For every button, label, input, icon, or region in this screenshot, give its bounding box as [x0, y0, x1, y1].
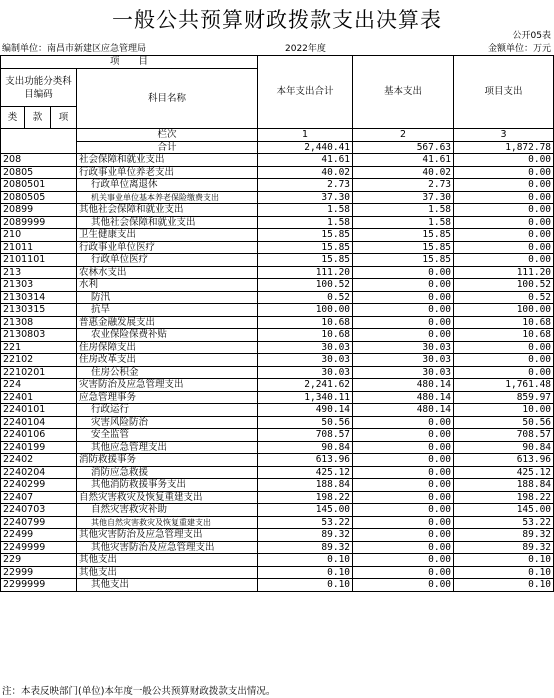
cell-basic: 0.00: [353, 541, 454, 554]
cell-total: 1.58: [258, 216, 353, 229]
subject-code: 21011: [1, 241, 77, 254]
cell-basic: 480.14: [353, 379, 454, 392]
subject-code: 22401: [1, 391, 77, 404]
table-row: [1, 391, 554, 404]
money-unit: 金额单位：万元: [487, 44, 551, 54]
cell-total: 30.03: [258, 341, 353, 354]
subject-name: 行政单位离退休: [77, 179, 258, 192]
cell-basic: 41.61: [353, 154, 454, 167]
cell-project: 0.10: [454, 579, 554, 592]
subject-code: 224: [1, 379, 77, 392]
subject-name: 机关事业单位基本养老保险缴费支出: [77, 191, 258, 204]
cell-basic: 0.00: [353, 516, 454, 529]
subject-name: 其他支出: [77, 566, 258, 579]
subject-name: 灾害风险防治: [77, 416, 258, 429]
cell-project: 100.52: [454, 279, 554, 292]
cell-total: 2.73: [258, 179, 353, 192]
subject-name: 社会保障和就业支出: [77, 154, 258, 167]
cell-project: 89.32: [454, 541, 554, 554]
subject-code: 2210201: [1, 366, 77, 379]
cell-project: 90.84: [454, 441, 554, 454]
cell-project: 100.00: [454, 304, 554, 317]
cell-project: 0.00: [454, 229, 554, 242]
table-row: [1, 529, 554, 542]
subject-code: 2240703: [1, 504, 77, 517]
table-row: [1, 204, 554, 217]
cell-total: 613.96: [258, 454, 353, 467]
cell-total: 2,241.62: [258, 379, 353, 392]
cell-basic: 0.00: [353, 429, 454, 442]
subject-code: 210: [1, 229, 77, 242]
subject-code: 22499: [1, 529, 77, 542]
cell-total: 15.85: [258, 229, 353, 242]
cell-basic: 480.14: [353, 391, 454, 404]
subject-name: 其他支出: [77, 554, 258, 567]
subject-name: 其他支出: [77, 579, 258, 592]
table-row: [1, 541, 554, 554]
reporting-unit: 编制单位：南昌市新建区应急管理局: [2, 44, 147, 54]
subject-code: 22102: [1, 354, 77, 367]
cell-basic: 0.00: [353, 266, 454, 279]
table-row: [1, 479, 554, 492]
cell-project: 613.96: [454, 454, 554, 467]
cell-total: 188.84: [258, 479, 353, 492]
subject-name: 住房改革支出: [77, 354, 258, 367]
subject-code: 22402: [1, 454, 77, 467]
subject-name: 住房保障支出: [77, 341, 258, 354]
subject-code: 2130803: [1, 329, 77, 342]
subject-name: 其他社会保障和就业支出: [77, 216, 258, 229]
cell-basic: 1.58: [353, 204, 454, 217]
cell-total: 10.68: [258, 329, 353, 342]
subject-name: 其他应急管理支出: [77, 441, 258, 454]
subject-name: 防汛: [77, 291, 258, 304]
cell-total: 37.30: [258, 191, 353, 204]
col-index-2: 2: [353, 129, 454, 142]
cell-total: 89.32: [258, 529, 353, 542]
cell-basic: 0.00: [353, 504, 454, 517]
subject-name: 行政事业单位医疗: [77, 241, 258, 254]
header-func-code: 支出功能分类科目编码: [1, 69, 77, 107]
table-row: [1, 366, 554, 379]
cell-basic: 480.14: [353, 404, 454, 417]
cell-total: 0.10: [258, 579, 353, 592]
subject-name: 自然灾害救灾及恢复重建支出: [77, 491, 258, 504]
table-row: [1, 554, 554, 567]
table-row: [1, 466, 554, 479]
subject-code: 22407: [1, 491, 77, 504]
cell-total: 90.84: [258, 441, 353, 454]
cell-project: 89.32: [454, 529, 554, 542]
cell-total: 41.61: [258, 154, 353, 167]
subject-name: 安全监管: [77, 429, 258, 442]
cell-total: 145.00: [258, 504, 353, 517]
cell-total: 30.03: [258, 354, 353, 367]
subject-name: 消防应急救援: [77, 466, 258, 479]
table-row: [1, 279, 554, 292]
table-row: [1, 329, 554, 342]
cell-basic: 0.00: [353, 454, 454, 467]
footnote: 注：本表反映部门(单位)本年度一般公共预算财政拨款支出情况。: [2, 686, 276, 697]
cell-basic: 30.03: [353, 341, 454, 354]
cell-basic: 1.58: [353, 216, 454, 229]
cell-project: 0.00: [454, 216, 554, 229]
lanci-label: 栏次: [77, 129, 258, 142]
cell-total: 89.32: [258, 541, 353, 554]
table-row: [1, 304, 554, 317]
cell-total: 30.03: [258, 366, 353, 379]
cell-basic: 15.85: [353, 254, 454, 267]
subject-name: 其他社会保障和就业支出: [77, 204, 258, 217]
cell-project: 10.68: [454, 329, 554, 342]
cell-project: 10.00: [454, 404, 554, 417]
table-row: [1, 429, 554, 442]
cell-project: 0.10: [454, 554, 554, 567]
cell-project: 0.00: [454, 341, 554, 354]
cell-total: 1.58: [258, 204, 353, 217]
form-code: 公开05表: [512, 31, 551, 41]
cell-basic: 0.00: [353, 466, 454, 479]
expenditure-table: [0, 55, 554, 592]
subject-code: 213: [1, 266, 77, 279]
table-row: [1, 491, 554, 504]
table-row: [1, 241, 554, 254]
header-project: 项 目: [1, 56, 258, 69]
subject-code: 2240799: [1, 516, 77, 529]
cell-basic: 40.02: [353, 166, 454, 179]
subject-code: 2249999: [1, 541, 77, 554]
table-row: [1, 316, 554, 329]
subject-name: 灾害防治及应急管理支出: [77, 379, 258, 392]
subject-code: 22999: [1, 566, 77, 579]
table-row: [1, 291, 554, 304]
page-title: 一般公共预算财政拨款支出决算表: [112, 8, 442, 32]
cell-total: 490.14: [258, 404, 353, 417]
subject-name: 水利: [77, 279, 258, 292]
cell-project: 859.97: [454, 391, 554, 404]
cell-total: 10.68: [258, 316, 353, 329]
table-row: [1, 441, 554, 454]
header-subject-name: 科目名称: [77, 69, 258, 129]
subject-name: 其他灾害防治及应急管理支出: [77, 529, 258, 542]
subject-code: 20805: [1, 166, 77, 179]
subject-code: 2240101: [1, 404, 77, 417]
cell-basic: 15.85: [353, 229, 454, 242]
subject-code: 2080505: [1, 191, 77, 204]
subject-code: 2089999: [1, 216, 77, 229]
cell-project: 111.20: [454, 266, 554, 279]
table-row: [1, 516, 554, 529]
subject-name: 消防救援事务: [77, 454, 258, 467]
cell-project: 425.12: [454, 466, 554, 479]
cell-project: 1,761.48: [454, 379, 554, 392]
table-row: [1, 166, 554, 179]
cell-basic: 0.00: [353, 441, 454, 454]
subject-code: 208: [1, 154, 77, 167]
subject-name: 抗旱: [77, 304, 258, 317]
cell-total: 40.02: [258, 166, 353, 179]
cell-basic: 37.30: [353, 191, 454, 204]
cell-total: 100.00: [258, 304, 353, 317]
table-row: [1, 179, 554, 192]
subject-code: 2240299: [1, 479, 77, 492]
total-project: 1,872.78: [454, 141, 554, 154]
cell-project: 0.52: [454, 291, 554, 304]
subject-code: 221: [1, 341, 77, 354]
subject-name: 行政事业单位养老支出: [77, 166, 258, 179]
cell-project: 188.84: [454, 479, 554, 492]
cell-total: 53.22: [258, 516, 353, 529]
cell-basic: 0.00: [353, 479, 454, 492]
cell-basic: 0.00: [353, 491, 454, 504]
table-row: [1, 416, 554, 429]
cell-project: 0.00: [454, 166, 554, 179]
cell-basic: 2.73: [353, 179, 454, 192]
table-row: [1, 216, 554, 229]
cell-basic: 0.00: [353, 579, 454, 592]
header-xiang: 项: [51, 107, 77, 129]
subject-name: 其他消防救援事务支出: [77, 479, 258, 492]
cell-total: 708.57: [258, 429, 353, 442]
cell-basic: 0.00: [353, 416, 454, 429]
table-row: [1, 454, 554, 467]
subject-code: 229: [1, 554, 77, 567]
col-index-1: 1: [258, 129, 353, 142]
cell-basic: 30.03: [353, 354, 454, 367]
table-row: [1, 379, 554, 392]
cell-total: 1,340.11: [258, 391, 353, 404]
header-project-exp: 项目支出: [454, 56, 554, 129]
subject-code: 2240106: [1, 429, 77, 442]
cell-total: 15.85: [258, 254, 353, 267]
cell-total: 100.52: [258, 279, 353, 292]
cell-basic: 0.00: [353, 529, 454, 542]
table-row: [1, 404, 554, 417]
subject-name: 行政运行: [77, 404, 258, 417]
table-row: [1, 566, 554, 579]
table-row: [1, 191, 554, 204]
total-label: 合计: [77, 141, 258, 154]
cell-project: 0.00: [454, 241, 554, 254]
cell-total: 425.12: [258, 466, 353, 479]
subject-code: 2101101: [1, 254, 77, 267]
cell-project: 50.56: [454, 416, 554, 429]
subject-code: 2240199: [1, 441, 77, 454]
cell-total: 50.56: [258, 416, 353, 429]
cell-total: 0.10: [258, 554, 353, 567]
cell-project: 0.00: [454, 354, 554, 367]
cell-project: 145.00: [454, 504, 554, 517]
table-row: [1, 154, 554, 167]
table-row: [1, 266, 554, 279]
cell-basic: 0.00: [353, 316, 454, 329]
cell-project: 708.57: [454, 429, 554, 442]
cell-project: 0.00: [454, 154, 554, 167]
table-row: [1, 254, 554, 267]
cell-basic: 0.00: [353, 279, 454, 292]
cell-project: 0.10: [454, 566, 554, 579]
table-row: [1, 504, 554, 517]
subject-name: 住房公积金: [77, 366, 258, 379]
header-lei: 类: [1, 107, 25, 129]
subject-name: 其他灾害防治及应急管理支出: [77, 541, 258, 554]
header-total: 本年支出合计: [258, 56, 353, 129]
cell-total: 0.52: [258, 291, 353, 304]
subject-name: 其他自然灾害救灾及恢复重建支出: [77, 516, 258, 529]
subject-code: 20899: [1, 204, 77, 217]
subject-name: 农林水支出: [77, 266, 258, 279]
subject-name: 普惠金融发展支出: [77, 316, 258, 329]
cell-basic: 30.03: [353, 366, 454, 379]
header-basic: 基本支出: [353, 56, 454, 129]
subject-code: 2130315: [1, 304, 77, 317]
cell-basic: 0.00: [353, 304, 454, 317]
cell-project: 198.22: [454, 491, 554, 504]
cell-project: 0.00: [454, 191, 554, 204]
cell-total: 198.22: [258, 491, 353, 504]
cell-project: 53.22: [454, 516, 554, 529]
table-row: [1, 341, 554, 354]
subject-code: 21308: [1, 316, 77, 329]
cell-project: 0.00: [454, 204, 554, 217]
fiscal-year: 2022年度: [285, 44, 326, 54]
subject-code: 2130314: [1, 291, 77, 304]
col-index-3: 3: [454, 129, 554, 142]
cell-project: 0.00: [454, 366, 554, 379]
cell-basic: 0.00: [353, 554, 454, 567]
table-row: [1, 579, 554, 592]
cell-basic: 0.00: [353, 329, 454, 342]
cell-basic: 0.00: [353, 566, 454, 579]
cell-project: 0.00: [454, 179, 554, 192]
subject-name: 卫生健康支出: [77, 229, 258, 242]
subject-code: 2299999: [1, 579, 77, 592]
table-row: [1, 354, 554, 367]
cell-basic: 0.00: [353, 291, 454, 304]
subject-code: 2080501: [1, 179, 77, 192]
subject-code: 21303: [1, 279, 77, 292]
table-row: [1, 229, 554, 242]
cell-project: 0.00: [454, 254, 554, 267]
cell-total: 15.85: [258, 241, 353, 254]
total-sum: 2,440.41: [258, 141, 353, 154]
subject-name: 行政单位医疗: [77, 254, 258, 267]
subject-name: 农业保险保费补贴: [77, 329, 258, 342]
cell-total: 111.20: [258, 266, 353, 279]
subject-name: 自然灾害救灾补助: [77, 504, 258, 517]
blank-cell: [1, 129, 77, 154]
cell-basic: 15.85: [353, 241, 454, 254]
total-basic: 567.63: [353, 141, 454, 154]
subject-name: 应急管理事务: [77, 391, 258, 404]
header-kuan: 款: [25, 107, 51, 129]
cell-total: 0.10: [258, 566, 353, 579]
subject-code: 2240204: [1, 466, 77, 479]
cell-project: 10.68: [454, 316, 554, 329]
subject-code: 2240104: [1, 416, 77, 429]
